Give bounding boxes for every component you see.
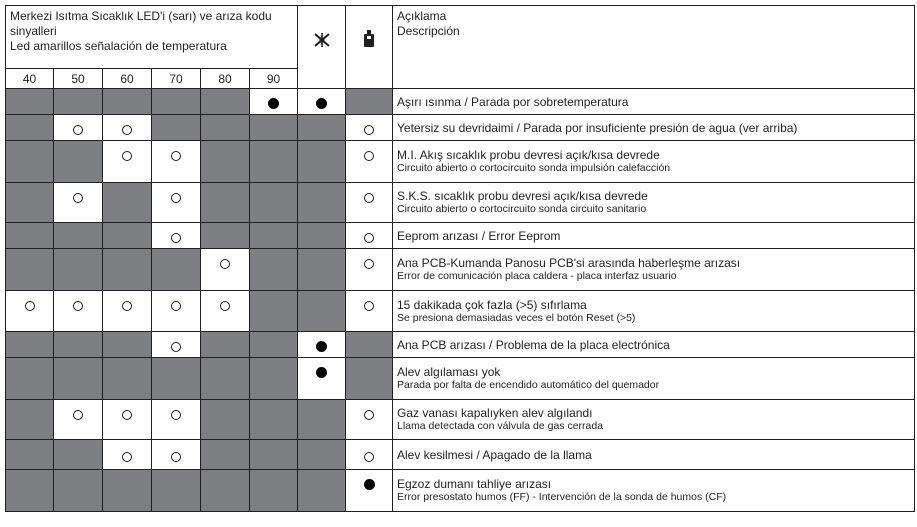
description-cell xyxy=(393,223,915,249)
led-blinking-icon xyxy=(171,193,181,203)
fan-cell xyxy=(298,89,346,115)
led-title-es: Led amarillos señalación de temperatura xyxy=(10,39,227,53)
description-tr: Alev kesilmesi / Apagado de la llama xyxy=(397,447,592,462)
led-cell-80 xyxy=(201,440,250,470)
fan-cell xyxy=(298,440,346,470)
led-cell-50 xyxy=(54,223,103,249)
description-es: Circuito abierto o cortocircuito sonda impulsión calefacción xyxy=(397,162,671,174)
led-cell-50 xyxy=(54,358,103,400)
fan-cell xyxy=(298,183,346,223)
led-cell-70 xyxy=(152,358,201,400)
table-row xyxy=(6,291,915,332)
description-tr: Ana PCB-Kumanda Panosu PCB'si arasında haberleşme arızası xyxy=(397,256,741,270)
fan-cell xyxy=(298,470,346,512)
led-on-icon xyxy=(268,98,279,109)
table-row xyxy=(6,183,915,223)
led-cell-60 xyxy=(103,440,152,470)
temp-40: 40 xyxy=(6,69,54,89)
fan-cell xyxy=(298,400,346,440)
temp-50: 50 xyxy=(54,69,103,89)
description-tr: Aşırı ısınma / Parada por sobretemperatura xyxy=(397,94,629,109)
led-cell-50 xyxy=(54,470,103,512)
led-on-icon xyxy=(316,98,327,109)
table-row xyxy=(6,249,915,291)
led-title-cell xyxy=(6,6,298,69)
led-cell-70 xyxy=(152,249,201,291)
led-blinking-icon xyxy=(364,452,374,462)
led-blinking-icon xyxy=(364,233,374,243)
description-tr: S.K.S. sıcaklık probu devresi açık/kısa devrede xyxy=(397,189,648,203)
led-cell-90 xyxy=(250,223,298,249)
led-cell-80 xyxy=(201,183,250,223)
led-cell-90 xyxy=(250,89,298,115)
table-row xyxy=(6,141,915,183)
led-cell-70 xyxy=(152,291,201,332)
led-blinking-icon xyxy=(171,233,181,243)
led-blinking-icon xyxy=(122,125,132,135)
description-cell xyxy=(393,141,915,183)
description-tr: 15 dakikada çok fazla (>5) sıfırlama xyxy=(397,297,587,312)
tap-cell xyxy=(346,89,393,115)
description-es: Error de comunicación placa caldera - placa interfaz usuario xyxy=(397,270,677,282)
led-cell-70 xyxy=(152,141,201,183)
led-blinking-icon xyxy=(73,301,83,311)
led-cell-50 xyxy=(54,115,103,141)
led-cell-60 xyxy=(103,332,152,358)
tap-cell xyxy=(346,332,393,358)
fan-cell xyxy=(298,223,346,249)
fan-header-cell xyxy=(298,6,346,89)
led-cell-50 xyxy=(54,141,103,183)
tap-cell xyxy=(346,400,393,440)
led-blinking-icon xyxy=(171,301,181,311)
led-cell-40 xyxy=(6,141,54,183)
led-blinking-icon xyxy=(122,151,132,161)
led-cell-80 xyxy=(201,223,250,249)
led-cell-50 xyxy=(54,89,103,115)
fan-cell xyxy=(298,115,346,141)
led-cell-70 xyxy=(152,400,201,440)
led-blinking-icon xyxy=(73,193,83,203)
led-cell-90 xyxy=(250,358,298,400)
table-row xyxy=(6,115,915,141)
led-cell-60 xyxy=(103,470,152,512)
led-cell-40 xyxy=(6,223,54,249)
fan-icon xyxy=(312,30,332,50)
temp-70: 70 xyxy=(152,69,201,89)
led-cell-40 xyxy=(6,183,54,223)
led-cell-40 xyxy=(6,291,54,332)
led-cell-80 xyxy=(201,400,250,440)
description-cell xyxy=(393,400,915,440)
description-cell xyxy=(393,358,915,400)
description-tr: Yetersiz su devridaimi / Parada por insuficiente presión de agua (ver arriba) xyxy=(397,120,798,135)
led-cell-40 xyxy=(6,89,54,115)
tap-cell xyxy=(346,183,393,223)
led-cell-70 xyxy=(152,332,201,358)
led-cell-60 xyxy=(103,141,152,183)
led-on-icon xyxy=(316,341,327,352)
led-cell-70 xyxy=(152,115,201,141)
led-cell-60 xyxy=(103,249,152,291)
fan-cell xyxy=(298,332,346,358)
led-blinking-icon xyxy=(364,125,374,135)
led-blinking-icon xyxy=(122,410,132,420)
description-es: Error presostato humos (FF) - Intervención de la sonda de humos (CF) xyxy=(397,491,727,503)
led-on-icon xyxy=(316,367,327,378)
description-tr: Gaz vanası kapalıyken alev algılandı xyxy=(397,406,593,420)
tap-cell xyxy=(346,115,393,141)
led-cell-60 xyxy=(103,183,152,223)
led-cell-60 xyxy=(103,358,152,400)
description-es: Se presiona demasiadas veces el botón Reset (>5) xyxy=(397,311,636,324)
led-blinking-icon xyxy=(364,410,374,420)
led-cell-80 xyxy=(201,115,250,141)
table-row xyxy=(6,89,915,115)
led-cell-90 xyxy=(250,249,298,291)
led-blinking-icon xyxy=(171,342,181,352)
description-cell xyxy=(393,249,915,291)
description-header-es: Descripción xyxy=(397,24,460,38)
water-tap-icon xyxy=(363,30,375,48)
led-cell-80 xyxy=(201,141,250,183)
led-cell-60 xyxy=(103,223,152,249)
tap-cell xyxy=(346,291,393,332)
led-blinking-icon xyxy=(73,125,83,135)
table-row xyxy=(6,332,915,358)
tap-cell xyxy=(346,358,393,400)
table-row xyxy=(6,358,915,400)
led-cell-40 xyxy=(6,115,54,141)
led-cell-50 xyxy=(54,332,103,358)
led-cell-90 xyxy=(250,332,298,358)
tap-cell xyxy=(346,440,393,470)
description-tr: Ana PCB arızası / Problema de la placa electrónica xyxy=(397,337,670,352)
description-cell xyxy=(393,183,915,223)
tap-header-cell xyxy=(346,6,393,89)
led-cell-70 xyxy=(152,223,201,249)
table-row xyxy=(6,223,915,249)
led-cell-90 xyxy=(250,470,298,512)
description-header-tr: Açıklama xyxy=(397,9,447,23)
led-cell-40 xyxy=(6,358,54,400)
led-cell-60 xyxy=(103,89,152,115)
led-cell-90 xyxy=(250,183,298,223)
tap-cell xyxy=(346,141,393,183)
description-cell xyxy=(393,440,915,470)
fan-cell xyxy=(298,291,346,332)
led-blinking-icon xyxy=(171,410,181,420)
led-cell-60 xyxy=(103,115,152,141)
description-header-cell xyxy=(393,6,915,89)
description-tr: Eeprom arızası / Error Eeprom xyxy=(397,228,561,243)
led-cell-60 xyxy=(103,400,152,440)
led-blinking-icon xyxy=(220,301,230,311)
led-cell-40 xyxy=(6,332,54,358)
led-cell-60 xyxy=(103,291,152,332)
tap-cell xyxy=(346,223,393,249)
fan-cell xyxy=(298,358,346,400)
fan-cell xyxy=(298,141,346,183)
led-title-tr: Merkezi Isıtma Sıcaklık LED'i (sarı) ve arıza kodu sinyalleri xyxy=(10,9,272,38)
led-cell-50 xyxy=(54,291,103,332)
description-es: Llama detectada con válvula de gas cerrada xyxy=(397,420,604,432)
description-tr: Alev algılaması yok xyxy=(397,365,501,379)
led-blinking-icon xyxy=(25,301,35,311)
led-cell-40 xyxy=(6,249,54,291)
temp-60: 60 xyxy=(103,69,152,89)
led-blinking-icon xyxy=(171,151,181,161)
led-cell-80 xyxy=(201,249,250,291)
led-cell-50 xyxy=(54,440,103,470)
tap-cell xyxy=(346,249,393,291)
led-blinking-icon xyxy=(171,452,181,462)
led-cell-40 xyxy=(6,470,54,512)
description-cell xyxy=(393,470,915,512)
led-cell-80 xyxy=(201,89,250,115)
tap-cell xyxy=(346,470,393,512)
led-cell-90 xyxy=(250,115,298,141)
table-row xyxy=(6,400,915,440)
description-cell xyxy=(393,332,915,358)
led-cell-50 xyxy=(54,183,103,223)
description-cell xyxy=(393,291,915,332)
table-row xyxy=(6,470,915,512)
led-cell-80 xyxy=(201,332,250,358)
led-blinking-icon xyxy=(364,151,374,161)
led-blinking-icon xyxy=(73,410,83,420)
temp-80: 80 xyxy=(201,69,250,89)
led-cell-40 xyxy=(6,440,54,470)
led-fault-code-table xyxy=(5,5,915,512)
led-cell-50 xyxy=(54,400,103,440)
led-blinking-icon xyxy=(364,301,374,311)
description-tr: Egzoz dumanı tahliye arızası xyxy=(397,477,552,491)
led-cell-90 xyxy=(250,141,298,183)
led-cell-80 xyxy=(201,358,250,400)
led-cell-80 xyxy=(201,470,250,512)
description-cell xyxy=(393,115,915,141)
led-blinking-icon xyxy=(122,301,132,311)
fault-rows xyxy=(6,89,915,512)
led-cell-90 xyxy=(250,400,298,440)
header-row xyxy=(6,6,915,69)
led-cell-90 xyxy=(250,440,298,470)
temp-90: 90 xyxy=(250,69,298,89)
description-tr: M.I. Akış sıcaklık probu devresi açık/kısa devrede xyxy=(397,148,660,162)
led-blinking-icon xyxy=(364,193,374,203)
led-cell-70 xyxy=(152,440,201,470)
led-blinking-icon xyxy=(364,259,374,269)
led-on-icon xyxy=(364,479,375,490)
description-es: Parada por falta de encendido automático del quemador xyxy=(397,379,660,391)
fan-cell xyxy=(298,249,346,291)
description-cell xyxy=(393,89,915,115)
table-row xyxy=(6,440,915,470)
led-cell-90 xyxy=(250,291,298,332)
led-cell-50 xyxy=(54,249,103,291)
description-es: Circuito abierto o cortocircuito sonda circuito sanitario xyxy=(397,203,647,215)
led-cell-70 xyxy=(152,183,201,223)
led-cell-80 xyxy=(201,291,250,332)
led-cell-40 xyxy=(6,400,54,440)
led-cell-70 xyxy=(152,470,201,512)
led-blinking-icon xyxy=(122,452,132,462)
led-blinking-icon xyxy=(220,259,230,269)
led-cell-70 xyxy=(152,89,201,115)
